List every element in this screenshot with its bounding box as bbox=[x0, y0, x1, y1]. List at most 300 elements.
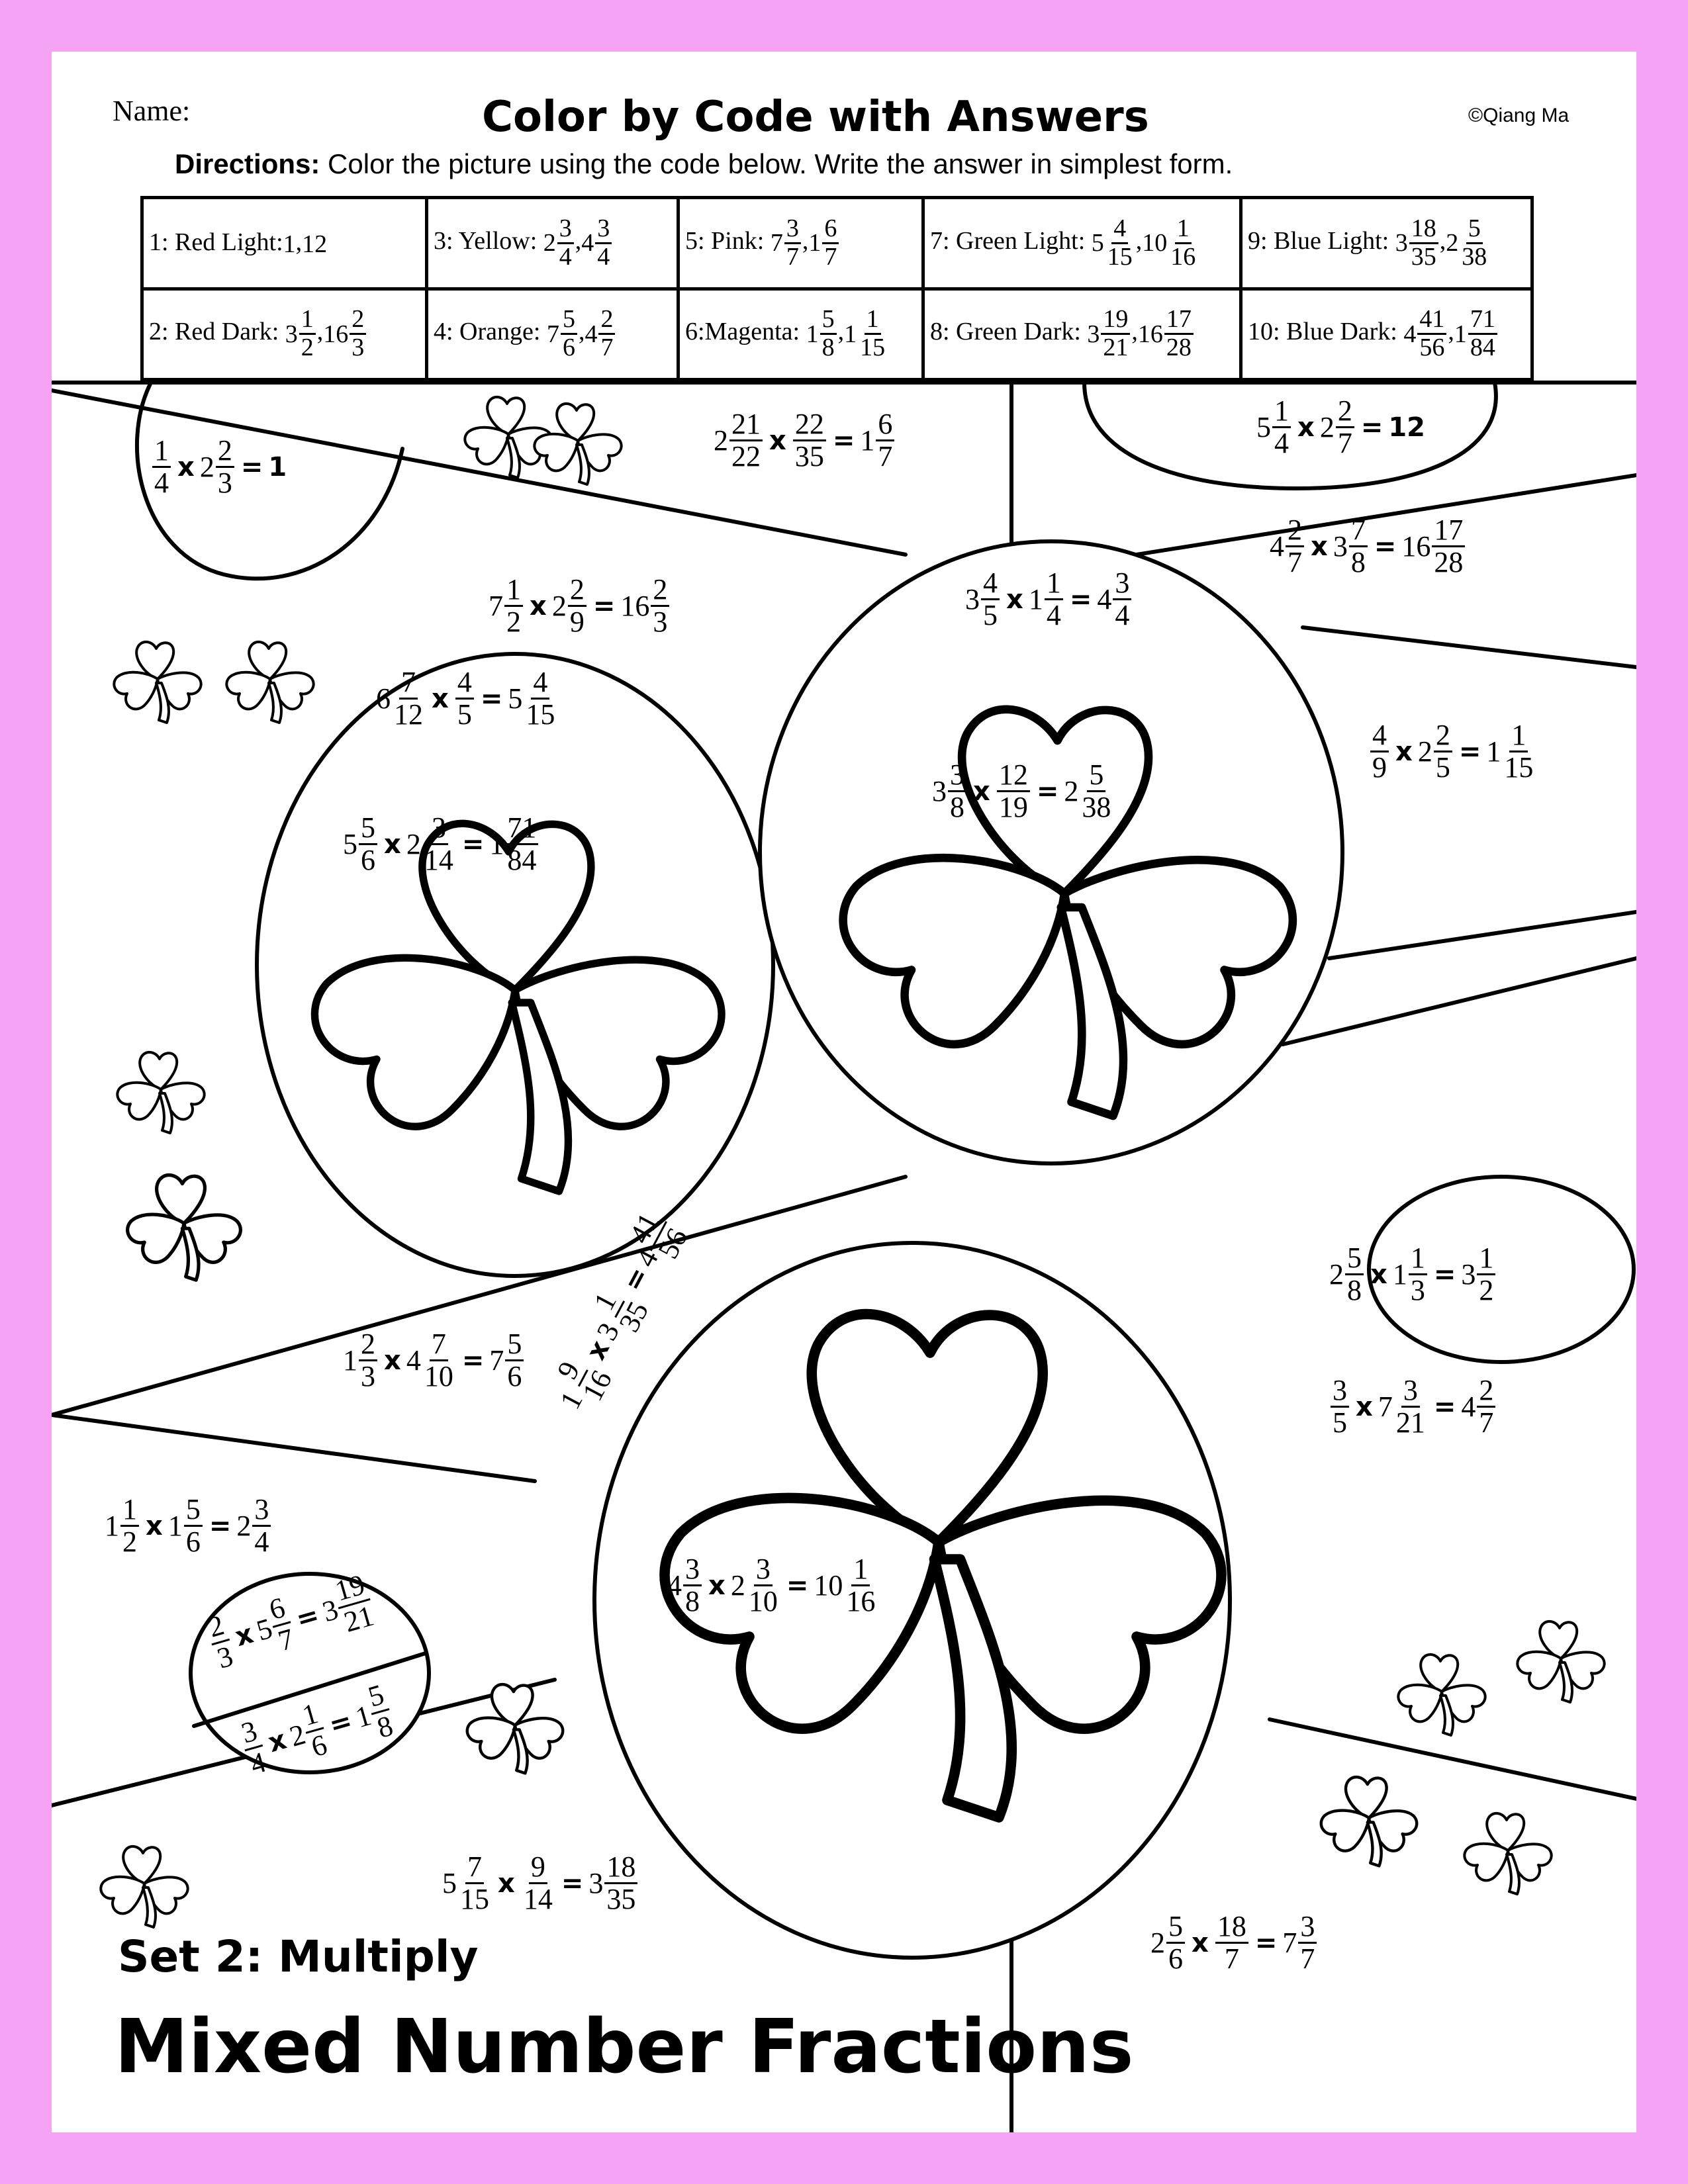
mixed-number bbox=[1270, 515, 1305, 578]
color-code-label: 7: Green Light: bbox=[930, 226, 1092, 255]
denominator: 6 bbox=[562, 334, 575, 362]
numerator: 5 bbox=[561, 306, 577, 335]
mixed-number bbox=[1454, 306, 1499, 361]
whole-number: 3 bbox=[318, 1593, 342, 1629]
denominator: 2 bbox=[122, 1525, 137, 1559]
times-sign: x bbox=[1356, 1391, 1373, 1422]
fraction bbox=[1468, 306, 1497, 361]
separator: , bbox=[837, 318, 845, 346]
code-cell bbox=[923, 198, 1241, 289]
mixed-number bbox=[105, 1494, 140, 1557]
numerator: 3 bbox=[1113, 568, 1131, 600]
mixed-number bbox=[620, 574, 671, 637]
mixed-number bbox=[200, 435, 236, 498]
times-sign: x bbox=[1192, 1927, 1209, 1958]
fraction bbox=[1502, 720, 1535, 783]
whole-number: 2 bbox=[1064, 775, 1079, 808]
denominator: 28 bbox=[1434, 546, 1464, 579]
equals-sign: = bbox=[1036, 776, 1059, 807]
set-label: Set 2: Multiply bbox=[118, 1931, 479, 1982]
denominator: 5 bbox=[457, 698, 472, 731]
whole-number: 3 bbox=[1395, 229, 1408, 257]
fraction bbox=[152, 435, 171, 498]
denominator: 5 bbox=[1333, 1406, 1347, 1439]
mixed-number bbox=[552, 574, 588, 637]
denominator: 7 bbox=[274, 1622, 298, 1658]
separator: , bbox=[575, 226, 582, 255]
whole-number: 10 bbox=[1142, 229, 1168, 257]
mixed-number bbox=[406, 1329, 457, 1392]
denominator: 16 bbox=[846, 1585, 876, 1618]
mixed-number bbox=[714, 409, 764, 472]
fraction bbox=[683, 1554, 702, 1617]
fraction bbox=[1417, 306, 1446, 361]
numerator: 1 bbox=[299, 306, 316, 335]
whole-number: 1 bbox=[1486, 735, 1501, 768]
fraction bbox=[1370, 720, 1389, 783]
fraction bbox=[1272, 396, 1291, 459]
numerator: 2 bbox=[1434, 720, 1452, 752]
whole-number: 2 bbox=[1150, 1927, 1165, 1960]
mixed-number bbox=[343, 1329, 379, 1392]
denominator: 15 bbox=[860, 334, 886, 362]
numerator: 1 bbox=[1272, 396, 1291, 428]
mixed-number bbox=[1282, 1911, 1318, 1974]
whole-number: 1 bbox=[844, 320, 857, 348]
numerator: 4 bbox=[981, 568, 1000, 600]
denominator: 8 bbox=[821, 334, 835, 362]
denominator: 22 bbox=[731, 440, 761, 473]
denominator: 8 bbox=[1350, 546, 1366, 579]
numerator: 2 bbox=[1477, 1375, 1495, 1408]
name-label: Name: bbox=[113, 95, 191, 127]
mixed-number bbox=[1461, 1243, 1497, 1306]
denominator: 15 bbox=[1107, 242, 1133, 271]
mixed-number bbox=[1214, 1911, 1250, 1974]
equals-sign: = bbox=[326, 1705, 356, 1741]
mixed-number bbox=[268, 452, 287, 482]
denominator: 8 bbox=[373, 1709, 397, 1745]
mixed-number bbox=[1446, 216, 1490, 271]
denominator: 3 bbox=[653, 606, 668, 639]
mixed-number bbox=[406, 813, 457, 876]
code-cell bbox=[679, 289, 923, 380]
numerator: 1 bbox=[152, 435, 171, 468]
mixed-number bbox=[731, 1554, 781, 1617]
color-code-label: 9: Blue Light: bbox=[1248, 226, 1395, 255]
numerator: 21 bbox=[729, 409, 763, 441]
problem bbox=[1369, 720, 1536, 783]
denominator: 2 bbox=[1479, 1274, 1494, 1307]
separator: , bbox=[802, 226, 809, 255]
fraction bbox=[522, 1852, 555, 1915]
whole-number: 3 bbox=[932, 775, 947, 808]
whole-number: 4 bbox=[629, 1244, 665, 1273]
denominator: 3 bbox=[361, 1360, 375, 1393]
fraction bbox=[876, 409, 894, 472]
numerator: 2 bbox=[359, 1329, 377, 1361]
fraction bbox=[1409, 216, 1438, 271]
numerator: 7 bbox=[1349, 515, 1368, 547]
worksheet-page bbox=[52, 52, 1636, 2132]
problem bbox=[489, 574, 671, 637]
mixed-number bbox=[1378, 1375, 1429, 1438]
denominator: 35 bbox=[612, 1296, 655, 1338]
numerator: 3 bbox=[784, 216, 801, 244]
numerator: 3 bbox=[252, 1494, 271, 1527]
whole-number: 2 bbox=[286, 1717, 309, 1753]
numerator: 3 bbox=[430, 813, 448, 845]
denominator: 38 bbox=[1462, 242, 1487, 271]
whole-number: 12 bbox=[302, 230, 328, 258]
mixed-number bbox=[581, 216, 613, 271]
times-sign: x bbox=[146, 1510, 163, 1541]
whole-number: 7 bbox=[1378, 1390, 1393, 1424]
fraction bbox=[1215, 1911, 1248, 1974]
whole-number: 4 bbox=[667, 1569, 682, 1602]
mixed-number bbox=[585, 306, 616, 361]
mixed-number bbox=[1320, 396, 1356, 459]
numerator: 18 bbox=[1409, 216, 1438, 244]
mixed-number bbox=[965, 568, 1001, 631]
whole-number: 1 bbox=[167, 1510, 183, 1543]
mixed-number bbox=[1401, 515, 1466, 578]
whole-number: 7 bbox=[489, 590, 503, 623]
whole-number: 1 bbox=[806, 320, 819, 348]
numerator: 2 bbox=[598, 306, 615, 335]
mixed-number bbox=[844, 306, 888, 361]
numerator: 2 bbox=[216, 435, 234, 468]
separator: , bbox=[1131, 318, 1138, 346]
fraction bbox=[1336, 396, 1354, 459]
times-sign: x bbox=[708, 1570, 726, 1601]
fraction bbox=[1298, 1911, 1317, 1974]
mixed-number bbox=[283, 230, 296, 259]
whole-number: 1 bbox=[268, 451, 287, 482]
problem bbox=[1256, 396, 1425, 459]
fraction bbox=[504, 574, 523, 637]
small-shamrock-decor bbox=[128, 1175, 241, 1281]
whole-number: 5 bbox=[253, 1612, 276, 1647]
separator: , bbox=[1135, 226, 1143, 255]
numerator: 1 bbox=[297, 1698, 324, 1734]
numerator: 2 bbox=[350, 306, 366, 335]
directions bbox=[175, 148, 1233, 180]
fraction bbox=[505, 1329, 524, 1392]
equals-sign: = bbox=[592, 590, 616, 621]
whole-number: 2 bbox=[1446, 229, 1459, 257]
mixed-number bbox=[236, 1494, 272, 1557]
denominator: 4 bbox=[1115, 599, 1130, 632]
denominator: 56 bbox=[651, 1222, 694, 1264]
numerator: 9 bbox=[551, 1355, 588, 1387]
denominator: 4 bbox=[246, 1745, 270, 1781]
denominator: 56 bbox=[1419, 334, 1445, 362]
mixed-number bbox=[808, 216, 840, 271]
equals-sign: = bbox=[1360, 412, 1383, 443]
mixed-number bbox=[489, 574, 524, 637]
color-code-label: 10: Blue Dark: bbox=[1248, 318, 1404, 346]
fraction bbox=[604, 1852, 637, 1915]
fraction bbox=[568, 574, 586, 637]
whole-number: 1 bbox=[352, 1699, 375, 1735]
whole-number: 1 bbox=[1028, 583, 1043, 616]
numerator: 5 bbox=[1166, 1911, 1185, 1944]
fraction bbox=[422, 1329, 455, 1392]
denominator: 7 bbox=[600, 334, 614, 362]
fraction bbox=[524, 667, 557, 730]
fraction bbox=[458, 1852, 491, 1915]
color-code-label: 1: Red Light: bbox=[149, 228, 283, 256]
equals-sign: = bbox=[240, 451, 263, 482]
mixed-number bbox=[1418, 720, 1454, 783]
fraction bbox=[1101, 306, 1130, 361]
numerator: 5 bbox=[363, 1679, 389, 1715]
mixed-number bbox=[814, 1554, 878, 1617]
denominator: 3 bbox=[217, 467, 232, 500]
whole-number: 12 bbox=[1388, 412, 1425, 443]
numerator: 6 bbox=[876, 409, 894, 441]
whole-number: 16 bbox=[620, 590, 650, 623]
equals-sign: = bbox=[461, 1345, 485, 1376]
denominator: 12 bbox=[394, 698, 423, 731]
numerator: 2 bbox=[1336, 396, 1354, 428]
fraction bbox=[1432, 515, 1465, 578]
numerator: 19 bbox=[1101, 306, 1130, 335]
whole-number: 16 bbox=[323, 320, 349, 348]
denominator: 21 bbox=[340, 1599, 378, 1639]
times-sign: x bbox=[1370, 1259, 1387, 1290]
denominator: 16 bbox=[1170, 242, 1196, 271]
whole-number: 1 bbox=[808, 229, 821, 257]
mixed-number bbox=[1395, 216, 1440, 271]
times-sign: x bbox=[973, 776, 990, 807]
problem bbox=[932, 760, 1114, 823]
whole-number: 2 bbox=[714, 424, 728, 457]
times-sign: x bbox=[432, 683, 449, 714]
mixed-number bbox=[151, 435, 172, 498]
numerator: 19 bbox=[330, 1569, 371, 1610]
fraction bbox=[1409, 1243, 1427, 1306]
numerator: 71 bbox=[505, 813, 538, 845]
small-shamrock-decor bbox=[1517, 1621, 1604, 1702]
whole-number: 16 bbox=[1401, 530, 1431, 563]
fraction bbox=[455, 667, 474, 730]
fraction bbox=[747, 1554, 780, 1617]
whole-number: 4 bbox=[581, 229, 594, 257]
numerator: 1 bbox=[120, 1494, 139, 1527]
mixed-number bbox=[168, 1494, 204, 1557]
denominator: 28 bbox=[1166, 334, 1192, 362]
equals-sign: = bbox=[832, 425, 855, 456]
numerator: 5 bbox=[1345, 1243, 1364, 1275]
whole-number: 7 bbox=[489, 1344, 504, 1377]
numerator: 1 bbox=[1477, 1243, 1495, 1275]
numerator: 5 bbox=[820, 306, 837, 335]
numerator: 17 bbox=[1164, 306, 1194, 335]
numerator: 3 bbox=[236, 1715, 263, 1752]
denominator: 8 bbox=[685, 1585, 700, 1618]
equals-sign: = bbox=[617, 1262, 655, 1297]
fraction bbox=[948, 760, 966, 823]
small-shamrock-decor bbox=[1464, 1813, 1551, 1894]
whole-number: 2 bbox=[1319, 411, 1335, 444]
numerator: 1 bbox=[1045, 568, 1063, 600]
denominator: 9 bbox=[569, 606, 585, 639]
problem bbox=[1270, 515, 1466, 578]
color-code-label: 2: Red Dark: bbox=[149, 318, 285, 346]
small-shamrock-decor bbox=[534, 404, 621, 484]
mixed-number bbox=[543, 216, 575, 271]
fraction bbox=[1394, 1375, 1427, 1438]
times-sign: x bbox=[1311, 531, 1328, 562]
whole-number: 7 bbox=[1282, 1927, 1297, 1960]
fraction bbox=[1164, 306, 1194, 361]
whole-number: 1 bbox=[489, 828, 504, 861]
region-line bbox=[1283, 958, 1636, 1044]
mixed-number bbox=[249, 1592, 301, 1662]
fraction bbox=[844, 1554, 877, 1617]
mixed-number bbox=[1333, 515, 1369, 578]
numerator: 41 bbox=[1417, 306, 1446, 335]
denominator: 10 bbox=[748, 1585, 778, 1618]
numerator: 4 bbox=[1111, 216, 1128, 244]
denominator: 3 bbox=[352, 334, 365, 362]
problem bbox=[1329, 1375, 1497, 1438]
mixed-number bbox=[1403, 306, 1448, 361]
whole-number: 2 bbox=[1329, 1258, 1344, 1291]
numerator: 7 bbox=[465, 1852, 484, 1884]
numerator: 3 bbox=[1401, 1375, 1420, 1408]
numerator: 2 bbox=[203, 1610, 230, 1646]
whole-number: 4 bbox=[406, 1344, 421, 1377]
fraction bbox=[1286, 515, 1304, 578]
numerator: 4 bbox=[455, 667, 474, 700]
numerator: 3 bbox=[948, 760, 966, 792]
fraction bbox=[784, 216, 801, 271]
fraction bbox=[359, 1329, 377, 1392]
numerator: 2 bbox=[1286, 515, 1304, 547]
numerator: 12 bbox=[997, 760, 1030, 792]
color-code-table bbox=[140, 196, 1534, 381]
fraction bbox=[561, 306, 577, 361]
fraction bbox=[729, 409, 763, 472]
region-line bbox=[52, 1415, 535, 1481]
equals-sign: = bbox=[1374, 531, 1397, 562]
denominator: 21 bbox=[1395, 1406, 1425, 1439]
denominator: 15 bbox=[460, 1883, 489, 1916]
problem bbox=[1329, 1243, 1497, 1306]
mixed-number bbox=[1092, 216, 1136, 271]
fraction bbox=[1331, 1375, 1349, 1438]
color-code-row bbox=[142, 198, 1532, 289]
copyright: ©Qiang Ma bbox=[1468, 105, 1570, 126]
problem bbox=[376, 667, 558, 730]
equals-sign: = bbox=[1458, 736, 1481, 767]
mixed-number bbox=[1393, 1243, 1429, 1306]
whole-number: 1 bbox=[1454, 320, 1467, 348]
separator: , bbox=[1439, 226, 1446, 255]
fraction bbox=[350, 306, 366, 361]
numerator: 3 bbox=[683, 1554, 702, 1586]
mixed-number bbox=[376, 667, 426, 730]
times-sign: x bbox=[498, 1868, 515, 1899]
mixed-number bbox=[282, 1698, 334, 1768]
numerator: 6 bbox=[264, 1592, 291, 1628]
numerator: 5 bbox=[1087, 760, 1105, 792]
equals-sign: = bbox=[561, 1868, 584, 1899]
mixed-number bbox=[996, 760, 1031, 823]
mixed-number bbox=[454, 667, 475, 730]
times-sign: x bbox=[265, 1724, 290, 1758]
problem bbox=[105, 1494, 272, 1557]
code-cell bbox=[679, 198, 923, 289]
fraction bbox=[557, 216, 574, 271]
numerator: 17 bbox=[1432, 515, 1465, 547]
denominator: 8 bbox=[1347, 1274, 1362, 1307]
whole-number: 3 bbox=[1461, 1258, 1476, 1291]
denominator: 10 bbox=[424, 1360, 453, 1393]
fraction bbox=[651, 574, 669, 637]
times-sign: x bbox=[1297, 412, 1315, 443]
whole-number: 1 bbox=[1392, 1258, 1407, 1291]
denominator: 7 bbox=[1479, 1406, 1494, 1439]
denominator: 7 bbox=[1288, 546, 1302, 579]
denominator: 7 bbox=[878, 440, 893, 473]
fraction bbox=[1166, 1911, 1185, 1974]
mixed-number bbox=[489, 813, 539, 876]
numerator: 1 bbox=[865, 306, 881, 335]
times-sign: x bbox=[177, 451, 195, 482]
numerator: 2 bbox=[651, 574, 669, 607]
denominator: 4 bbox=[1046, 599, 1061, 632]
whole-number: 3 bbox=[1087, 320, 1100, 348]
fraction bbox=[252, 1494, 271, 1557]
numerator: 6 bbox=[822, 216, 839, 244]
separator: , bbox=[578, 318, 585, 346]
fraction bbox=[1460, 216, 1489, 271]
whole-number: 5 bbox=[343, 828, 357, 861]
color-code-label: 8: Green Dark: bbox=[930, 318, 1088, 346]
mixed-number bbox=[508, 667, 558, 730]
times-sign: x bbox=[384, 1345, 401, 1376]
denominator: 6 bbox=[361, 844, 375, 877]
times-sign: x bbox=[1395, 736, 1413, 767]
fraction bbox=[422, 813, 455, 876]
whole-number: 3 bbox=[285, 320, 298, 348]
whole-number: 10 bbox=[814, 1569, 843, 1602]
mixed-number bbox=[1064, 760, 1114, 823]
numerator: 1 bbox=[851, 1554, 870, 1586]
whole-number: 4 bbox=[585, 320, 598, 348]
mixed-number bbox=[489, 1329, 525, 1392]
numerator: 1 bbox=[588, 1287, 626, 1318]
region-line bbox=[1303, 627, 1636, 667]
code-cell bbox=[427, 289, 679, 380]
problem bbox=[151, 435, 287, 498]
fraction bbox=[184, 1494, 203, 1557]
denominator: 15 bbox=[1504, 751, 1534, 784]
denominator: 7 bbox=[824, 242, 837, 271]
numerator: 18 bbox=[1215, 1911, 1248, 1944]
fraction bbox=[1345, 1243, 1364, 1306]
equals-sign: = bbox=[1069, 584, 1092, 615]
mixed-number bbox=[1138, 306, 1195, 361]
numerator: 41 bbox=[623, 1206, 667, 1251]
numerator: 3 bbox=[1331, 1375, 1349, 1408]
whole-number: 7 bbox=[770, 229, 783, 257]
fraction bbox=[997, 760, 1030, 823]
